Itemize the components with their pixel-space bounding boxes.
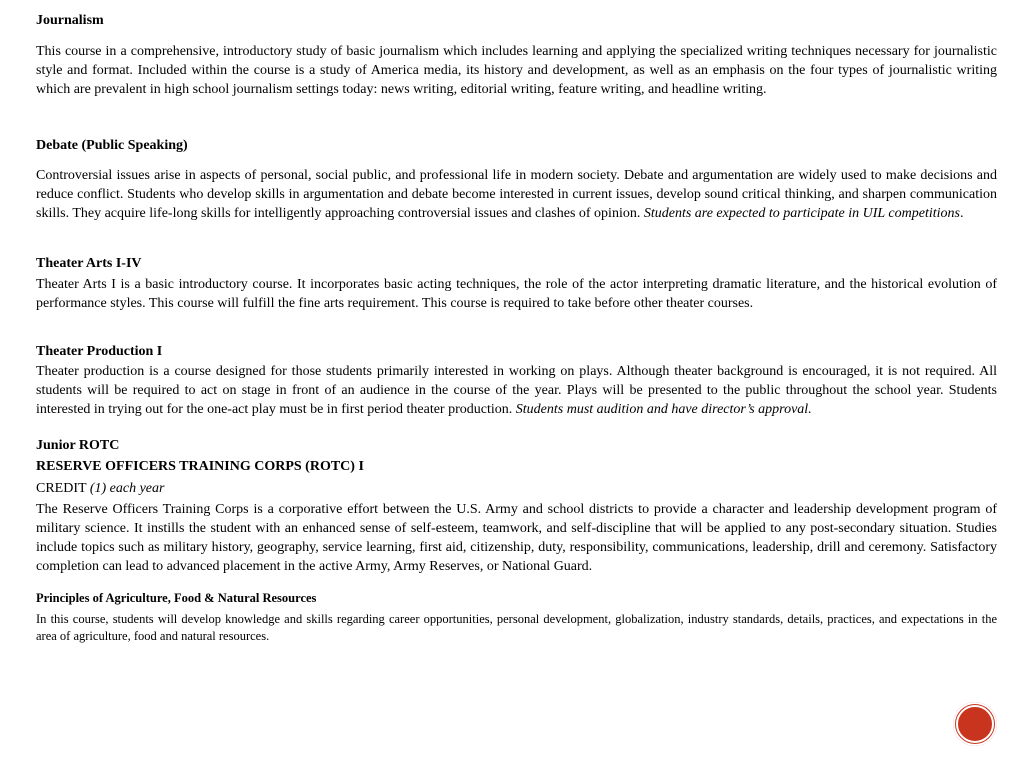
section-body: The Reserve Officers Training Corps is a corporative effort between the U.S. Army and school districts to provide a character and leadership development program of military science. It instills the student with an enhanced sense of self-esteem, teamwork, and self-discipline that will be applied to any post-secondary situation. Studies include topics such as military history, geography, service learning, first aid, citizenship, duty, responsibility, communications, leadership, drill and ceremony. Satisfactory completion can lead to advanced placement in the active Army, Army Reserves, or National Guard.	[36, 502, 997, 574]
body-note: Students are expected to participate in UIL competitions	[643, 206, 960, 221]
credit-value: (1) each year	[89, 481, 165, 496]
section-debate	[36, 136, 997, 223]
section-heading: Principles of Agriculture, Food & Natural Resources	[36, 591, 317, 605]
section-theater-production	[36, 342, 997, 419]
body-note-end: .	[959, 206, 964, 221]
section-heading: Journalism	[36, 13, 104, 28]
section-theater-arts	[36, 254, 997, 313]
section-body: Theater Arts I is a basic introductory course. It incorporates basic acting techniques, the role of the actor interpreting dramatic literature, and the historical evolution of performance styles. This course will fulfill the fine arts requirement. This course is required to take before other theater courses.	[36, 277, 997, 311]
section-heading: Theater Arts I-IV	[36, 256, 142, 271]
section-agriculture	[36, 590, 997, 645]
section-heading: Theater Production I	[36, 344, 163, 359]
section-body: This course in a comprehensive, introductory study of basic journalism which includes learning and applying the specialized writing techniques necessary for journalistic style and format. Included within the course is a study of America media, its history and development, as well as an emphasis on the four types of journalistic writing which are prevalent in high school journalism settings today: news writing, editorial writing, feature writing, and headline writing.	[36, 44, 997, 97]
section-jrotc	[36, 436, 997, 576]
section-body	[36, 166, 997, 223]
body-note: Students must audition and have director’s approval.	[515, 402, 812, 417]
circle-nav-icon[interactable]	[953, 702, 997, 746]
section-body	[36, 362, 997, 419]
section-journalism	[36, 11, 997, 99]
document-page	[36, 11, 997, 645]
section-body: In this course, students will develop knowledge and skills regarding career opportunities, personal development, globalization, industry standards, details, practices, and expectations in the area of agriculture, food and natural resources.	[36, 612, 997, 643]
body-text: Controversial issues arise in aspects of personal, social public, and professional life in modern society. Debate and argumentation are widely used to make decisions and reduce conflict. Students who develop skills in argumentation and debate become interested in current issues, develop sound critical thinking, and sharpen communication skills. They acquire life-long skills for intelligently approaching controversial issues and clashes of opinion.	[36, 168, 997, 221]
body-text: Theater production is a course designed for those students primarily interested in working on plays. Although theater background is encouraged, it is not required. All students will be required to act on stage in front of an audience in the course of the year. Plays will be presented to the public throughout the school year. Students interested in trying out for the one-act play must be in first period theater production.	[36, 364, 997, 417]
section-heading: Junior ROTC	[36, 438, 120, 453]
credit-line	[36, 479, 997, 498]
section-subheading: RESERVE OFFICERS TRAINING CORPS (ROTC) I	[36, 459, 364, 474]
credit-label: CREDIT	[36, 481, 90, 496]
section-heading: Debate (Public Speaking)	[36, 138, 188, 153]
